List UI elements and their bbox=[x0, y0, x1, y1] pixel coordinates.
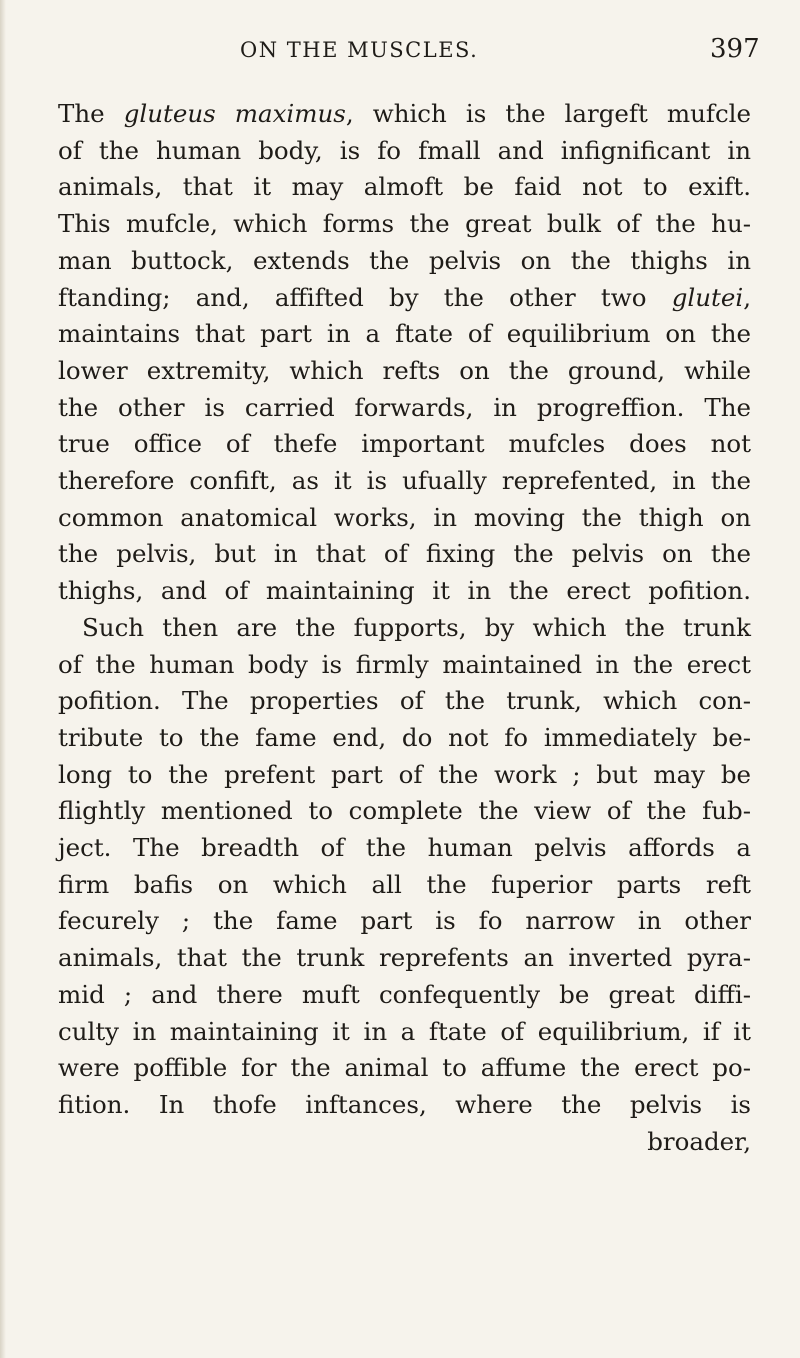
text-line: animals, that the trunk reprefents an inverted pyra- bbox=[58, 943, 751, 973]
text-line: maintains that part in a ftate of equilibrium on the bbox=[58, 319, 751, 349]
text-line: the pelvis, but in that of fixing the pelvis on the bbox=[58, 539, 751, 569]
italic-term: gluteus maximus bbox=[123, 99, 346, 128]
text-line: mid ; and there muft confequently be great diffi- bbox=[58, 979, 751, 1009]
text-line: pofition. The properties of the trunk, which con- bbox=[58, 686, 751, 716]
text-line bbox=[58, 280, 751, 317]
text-line: man buttock, extends the pelvis on the thighs in bbox=[58, 245, 751, 275]
page-edge-shadow bbox=[0, 0, 6, 1358]
text-line: animals, that it may almoft be faid not to exift. bbox=[58, 172, 751, 202]
text-line: thighs, and of maintaining it in the erect pofition. bbox=[58, 576, 751, 606]
body-text bbox=[58, 96, 751, 1160]
text-line: culty in maintaining it in a ftate of equilibrium, if it bbox=[58, 1016, 751, 1046]
text-line: fecurely ; the fame part is fo narrow in other bbox=[58, 906, 751, 936]
page-number: 397 bbox=[710, 34, 760, 64]
text-segment: ftanding; and, affifted by the other two bbox=[58, 282, 672, 312]
text-line: firm bafis on which all the fuperior parts reft bbox=[58, 869, 751, 899]
text-line: the other is carried forwards, in progreffion. The bbox=[58, 392, 751, 422]
text-line: of the human body, is fo fmall and infignificant in bbox=[58, 135, 751, 165]
text-segment: , which is the largeft mufcle bbox=[345, 99, 752, 128]
italic-term: glutei bbox=[671, 282, 744, 312]
text-line: broader, bbox=[647, 1126, 751, 1156]
text-line: fition. In thofe inftances, where the pelvis is bbox=[58, 1089, 751, 1119]
text-line: Such then are the fupports, by which the trunk bbox=[82, 612, 751, 642]
running-head: ON THE MUSCLES. bbox=[240, 38, 479, 62]
text-line: This mufcle, which forms the great bulk of the hu- bbox=[58, 209, 751, 239]
text-segment: The bbox=[58, 99, 124, 128]
text-line: tribute to the fame end, do not fo immediately be- bbox=[58, 722, 751, 752]
text-line: flightly mentioned to complete the view of the fub- bbox=[58, 796, 751, 826]
text-line: lower extremity, which refts on the ground, while bbox=[58, 355, 751, 385]
text-line: therefore confift, as it is ufually reprefented, in the bbox=[58, 466, 751, 496]
text-line: were poffible for the animal to affume the erect po- bbox=[58, 1053, 751, 1083]
text-segment: , bbox=[743, 282, 751, 312]
text-line: ject. The breadth of the human pelvis affords a bbox=[58, 833, 751, 863]
text-line bbox=[58, 96, 751, 133]
text-line: true office of thefe important mufcles does not bbox=[58, 429, 751, 459]
text-line: of the human body is firmly maintained in the erect bbox=[58, 649, 751, 679]
text-line: common anatomical works, in moving the thigh on bbox=[58, 502, 751, 532]
text-line: long to the prefent part of the work ; but may be bbox=[58, 759, 751, 789]
